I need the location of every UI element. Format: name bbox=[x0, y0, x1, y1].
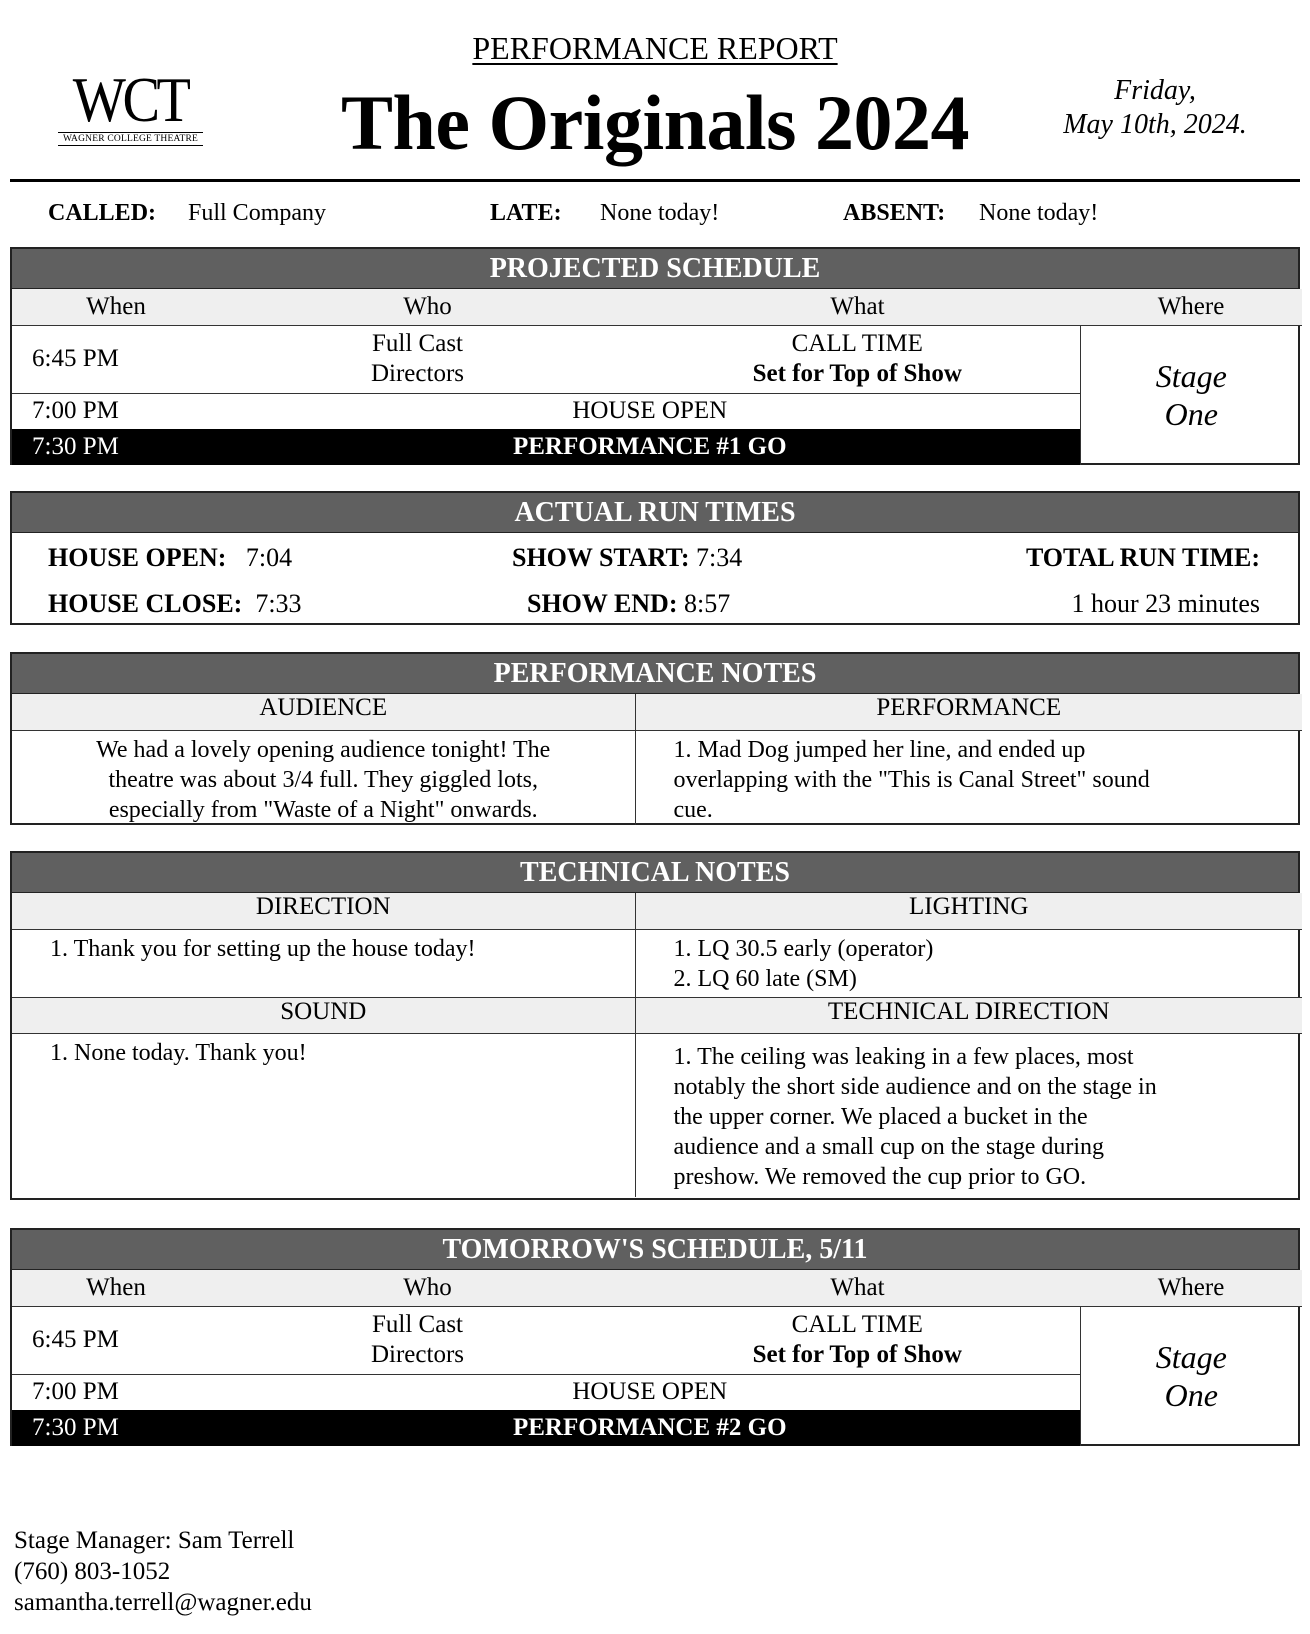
projected-schedule bbox=[10, 247, 1300, 465]
performance-notes bbox=[10, 652, 1300, 825]
col-where: Where bbox=[1080, 1270, 1302, 1306]
col-when: When bbox=[12, 289, 220, 325]
header-divider bbox=[10, 179, 1300, 182]
lighting-header: LIGHTING bbox=[635, 893, 1302, 929]
date-line-2: May 10th, 2024. bbox=[1063, 109, 1247, 140]
lighting-notes: 1. LQ 30.5 early (operator) 2. LQ 60 late (SM) bbox=[673, 935, 934, 992]
late-value: None today! bbox=[600, 200, 720, 226]
tomorrow-schedule-table bbox=[12, 1270, 1302, 1446]
row3-when: 7:30 PM bbox=[12, 429, 220, 465]
technical-notes-title: TECHNICAL NOTES bbox=[12, 853, 1298, 893]
absent-value: None today! bbox=[979, 200, 1099, 226]
row2-when: 7:00 PM bbox=[32, 1378, 119, 1406]
tomorrow-schedule bbox=[10, 1228, 1300, 1446]
date-line-1: Friday, bbox=[1114, 75, 1196, 106]
run-times-title: ACTUAL RUN TIMES bbox=[12, 493, 1298, 533]
performance-header: PERFORMANCE bbox=[635, 694, 1302, 730]
stage-manager-email[interactable]: samantha.terrell@wagner.edu bbox=[14, 1589, 312, 1616]
row1-who: Full Cast Directors bbox=[220, 325, 635, 393]
stage-manager-phone: (760) 803-1052 bbox=[14, 1558, 171, 1585]
audience-header: AUDIENCE bbox=[12, 694, 635, 730]
direction-notes: 1. Thank you for setting up the house today! bbox=[12, 929, 635, 997]
run-times-body bbox=[12, 533, 1298, 629]
logo-subtitle: WAGNER COLLEGE THEATRE bbox=[58, 132, 203, 146]
performance-notes-table bbox=[12, 694, 1302, 825]
row2-what: HOUSE OPEN bbox=[572, 1378, 728, 1406]
col-what: What bbox=[635, 289, 1080, 325]
called-label: CALLED: bbox=[48, 200, 157, 226]
performance-notes-text: 1. Mad Dog jumped her line, and ended up overlapping with the "This is Canal Street" sound cue. bbox=[673, 736, 1150, 823]
called-value: Full Company bbox=[188, 200, 327, 226]
col-who: Who bbox=[220, 1270, 635, 1306]
logo-mark: WCT bbox=[73, 64, 188, 135]
sound-header: SOUND bbox=[12, 997, 635, 1033]
col-where: Where bbox=[1080, 289, 1302, 325]
total-run-time-value: 1 hour 23 minutes bbox=[1071, 589, 1260, 618]
row1-what: CALL TIME Set for Top of Show bbox=[635, 325, 1080, 393]
actual-run-times bbox=[10, 491, 1300, 625]
row1-who: Full Cast Directors bbox=[220, 1306, 635, 1374]
house-open: HOUSE OPEN: 7:04 bbox=[48, 543, 293, 572]
row1-what: CALL TIME Set for Top of Show bbox=[635, 1306, 1080, 1374]
stage-manager-contact bbox=[14, 1525, 312, 1618]
stage-manager-name: Stage Manager: Sam Terrell bbox=[14, 1527, 295, 1554]
technical-direction-header: TECHNICAL DIRECTION bbox=[635, 997, 1302, 1033]
row3-when: 7:30 PM bbox=[12, 1410, 220, 1446]
row1-when: 6:45 PM bbox=[12, 325, 220, 393]
report-label: PERFORMANCE REPORT bbox=[472, 30, 838, 66]
technical-notes-table bbox=[12, 893, 1302, 1197]
sound-notes: 1. None today. Thank you! bbox=[12, 1033, 635, 1197]
technical-notes bbox=[10, 851, 1300, 1200]
late-label: LATE: bbox=[490, 200, 562, 226]
house-close: HOUSE CLOSE: 7:33 bbox=[48, 589, 302, 618]
where-cell: Stage One bbox=[1080, 325, 1302, 465]
technical-direction-notes: 1. The ceiling was leaking in a few places, most notably the short side audience and on the stage in the upper corner. We placed a bucket in the audience and a small cup on the stage during preshow. We removed the cup prior to GO. bbox=[673, 1043, 1157, 1190]
total-run-time-label: TOTAL RUN TIME: bbox=[1025, 543, 1260, 572]
row3-what: PERFORMANCE #2 GO bbox=[220, 1410, 1080, 1446]
col-who: Who bbox=[220, 289, 635, 325]
projected-schedule-table bbox=[12, 289, 1302, 465]
show-title: The Originals 2024 bbox=[340, 79, 970, 166]
tomorrow-schedule-title: TOMORROW'S SCHEDULE, 5/11 bbox=[12, 1230, 1298, 1270]
report-date bbox=[1040, 74, 1270, 142]
absent-label: ABSENT: bbox=[843, 200, 946, 226]
audience-notes: We had a lovely opening audience tonight! The theatre was about 3/4 full. They giggled lots, especially from "Waste of a Night" onwards. bbox=[12, 730, 635, 825]
row2-when: 7:00 PM bbox=[32, 397, 119, 425]
projected-schedule-title: PROJECTED SCHEDULE bbox=[12, 249, 1298, 289]
attendance-row bbox=[0, 200, 1310, 234]
report-header bbox=[0, 0, 1310, 185]
direction-header: DIRECTION bbox=[12, 893, 635, 929]
col-what: What bbox=[635, 1270, 1080, 1306]
where-cell: Stage One bbox=[1080, 1306, 1302, 1446]
show-end: SHOW END: 8:57 bbox=[527, 589, 731, 618]
show-start: SHOW START: 7:34 bbox=[512, 543, 743, 572]
row1-when: 6:45 PM bbox=[12, 1306, 220, 1374]
col-when: When bbox=[12, 1270, 220, 1306]
performance-notes-title: PERFORMANCE NOTES bbox=[12, 654, 1298, 694]
row2-what: HOUSE OPEN bbox=[572, 397, 728, 425]
row3-what: PERFORMANCE #1 GO bbox=[220, 429, 1080, 465]
